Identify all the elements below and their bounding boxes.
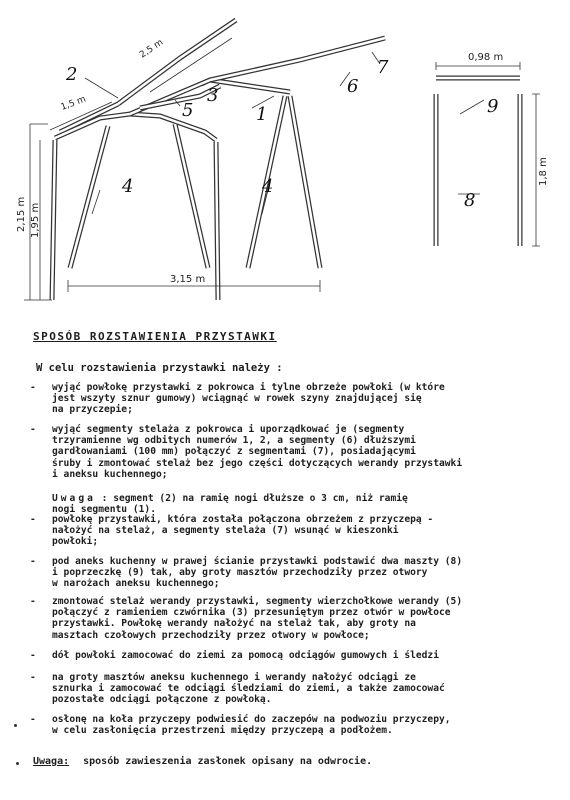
tent-frame-diagram xyxy=(0,0,570,320)
note-label: Uwaga xyxy=(52,493,96,505)
intro-text: W celu rozstawienia przystawki należy : xyxy=(36,362,283,374)
list-item: - wyjąć powłokę przystawki z pokrowca i tylne obrzeże powłoki (w które jest wszyty sznur gumowy) wciągnąć w rowek szyny znajdującej się na przyczepie; xyxy=(30,382,555,416)
list-item: - powłokę przystawki, która została połączona obrzeżem z przyczepą - nałożyć na stelaż, a segmenty stelaża (7) wsunąć w kieszonki powłoki; xyxy=(30,514,555,548)
list-item-text: na groty masztów aneksu kuchennego i werandy nałożyć odciągi ze sznurka i zamocować te odciągi śledziami do ziemi, a także zamocować pozostałe odciągi połączone z powłoką. xyxy=(52,672,445,706)
part-number-label: 2 xyxy=(66,64,78,85)
part-number-label: 1 xyxy=(256,104,268,125)
part-number-label: 7 xyxy=(377,57,389,78)
part-number-label: 5 xyxy=(182,100,194,121)
scan-speck xyxy=(16,762,19,765)
part-number-label: 3 xyxy=(207,85,219,106)
note-text: segment (2) na ramię nogi dłuższe o 3 cm, niż ramię nogi segmentu (1). xyxy=(52,493,408,516)
instructions-document xyxy=(0,318,570,800)
footer-note xyxy=(33,756,372,767)
list-item-text: zmontować stelaż werandy przystawki, segmenty wierzchołkowe werandy (5) połączyć z ramieniem czwórnika (3) przesuniętym przez otwór w powłoce przystawki. Powłokę werandy nałożyć na stelaż tak, aby groty na masztach czołowych przechodziły przez otwory w powłoce; xyxy=(52,596,463,641)
dim-label: 0,98 m xyxy=(468,52,504,63)
list-item: - osłonę na koła przyczepy podwiesić do zaczepów na podwoziu przyczepy, w celu zasłonięcia przestrzeni między przyczepą a podłożem. xyxy=(30,714,555,736)
part-number-label: 9 xyxy=(487,96,499,117)
footer-note-label: Uwaga: xyxy=(33,756,70,767)
dim-label: 3,15 m xyxy=(170,274,206,285)
segment-note: Uwaga : segment (2) na ramię nogi dłuższe o 3 cm, niż ramię nogi segmentu (1). xyxy=(52,493,408,516)
part-number-label: 6 xyxy=(347,76,359,97)
part-number-label: 4 xyxy=(262,176,274,197)
list-item: - na groty masztów aneksu kuchennego i werandy nałożyć odciągi ze sznurka i zamocować te odciągi śledziami do ziemi, a także zamocować pozostałe odciągi połączone z powłoką. xyxy=(30,672,555,706)
part-number-label: 8 xyxy=(464,190,476,211)
dim-label: 2,5 m xyxy=(138,37,166,61)
page-title: SPOSÓB ROZSTAWIENIA PRZYSTAWKI xyxy=(33,330,277,343)
list-item-text: wyjąć segmenty stelaża z pokrowca i uporządkować je (segmenty trzyramienne wg odbitych numerów 1, 2, a segmenty (6) dłuższymi gardłowaniami (100 mm) połączyć z segmentami (7), posiadającymi śruby i zmontować stelaż bez jego części dotyczących werandy przystawki i aneksu kuchennego; xyxy=(52,424,463,480)
list-item-text: osłonę na koła przyczepy podwiesić do zaczepów na podwoziu przyczepy, w celu zasłonięcia przestrzeni między przyczepą a podłożem. xyxy=(52,714,451,737)
list-item-text: wyjąć powłokę przystawki z pokrowca i tylne obrzeże powłoki (w które jest wszyty sznur gumowy) wciągnąć w rowek szyny znajdującej się na przyczepie; xyxy=(52,382,445,416)
list-item: - pod aneks kuchenny w prawej ścianie przystawki podstawić dwa maszty (8) i poprzeczkę (9) tak, aby groty masztów przechodziły przez otwory w narożach aneksu kuchennego; xyxy=(30,556,555,590)
list-item-text: dół powłoki zamocować do ziemi za pomocą odciągów gumowych i śledzi xyxy=(52,650,439,661)
dim-label: 1,95 m xyxy=(30,202,41,238)
list-item-text: pod aneks kuchenny w prawej ścianie przystawki podstawić dwa maszty (8) i poprzeczkę (9) tak, aby groty masztów przechodziły przez otwory w narożach aneksu kuchennego; xyxy=(52,556,463,590)
list-item: - dół powłoki zamocować do ziemi za pomocą odciągów gumowych i śledzi xyxy=(30,650,555,661)
dim-label: 2,15 m xyxy=(16,196,27,232)
list-item: - zmontować stelaż werandy przystawki, segmenty wierzchołkowe werandy (5) połączyć z ramieniem czwórnika (3) przesuniętym przez otwór w powłoce przystawki. Powłokę werandy nałożyć na stelaż tak, aby groty na masztach czołowych przechodziły przez otwory w powłoce; xyxy=(30,596,555,641)
list-item-text: powłokę przystawki, która została połączona obrzeżem z przyczepą - nałożyć na stelaż, a segmenty stelaża (7) wsunąć w kieszonki powłoki; xyxy=(52,514,434,548)
dim-label: 1,5 m xyxy=(59,94,88,113)
footer-note-text: sposób zawieszenia zasłonek opisany na odwrocie. xyxy=(83,756,373,767)
scan-speck xyxy=(14,724,17,727)
dim-label: 1,8 m xyxy=(538,157,549,186)
list-item: - wyjąć segmenty stelaża z pokrowca i uporządkować je (segmenty trzyramienne wg odbitych numerów 1, 2, a segmenty (6) dłuższymi gardłowaniami (100 mm) połączyć z segmentami (7), posiadającymi śruby i zmontować stelaż bez jego części dotyczących werandy przystawki i aneksu kuchennego; xyxy=(30,424,555,480)
part-number-label: 4 xyxy=(122,176,134,197)
